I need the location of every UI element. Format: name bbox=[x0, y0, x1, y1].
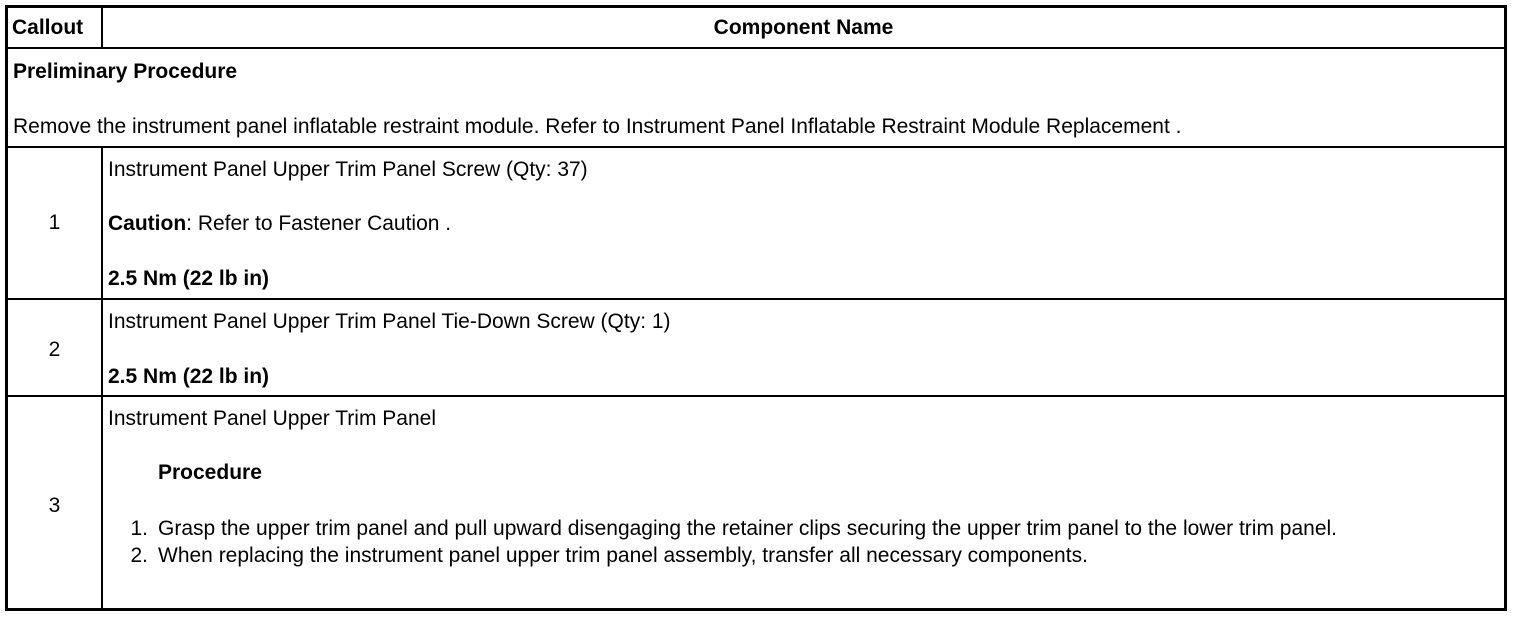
row-1-name: Instrument Panel Upper Trim Panel Screw (Qty: 37) bbox=[108, 158, 588, 181]
step-text: When replacing the instrument panel upper trim panel assembly, transfer all necessary components. bbox=[158, 544, 1088, 567]
callout-1: 1 bbox=[48, 211, 61, 234]
preliminary-text: Remove the instrument panel inflatable restraint module. Refer to Instrument Panel Inflatable Restraint Module Replacement . bbox=[13, 115, 1182, 138]
callout-header: Callout bbox=[12, 16, 84, 39]
callout-3: 3 bbox=[48, 494, 61, 517]
row-2-divider bbox=[8, 395, 1504, 397]
row-1-divider bbox=[8, 298, 1504, 300]
preliminary-title: Preliminary Procedure bbox=[13, 60, 238, 83]
rows-column-divider bbox=[101, 146, 103, 611]
procedure-step bbox=[108, 515, 1498, 542]
procedure-title: Procedure bbox=[158, 461, 262, 484]
step-text: Grasp the upper trim panel and pull upward disengaging the retainer clips securing the upper trim panel to the lower trim panel. bbox=[158, 517, 1337, 540]
row-1-caution bbox=[108, 212, 451, 236]
procedure-steps bbox=[108, 515, 1498, 569]
row-2-torque: 2.5 Nm (22 lb in) bbox=[108, 365, 270, 388]
row-2-name: Instrument Panel Upper Trim Panel Tie-Down Screw (Qty: 1) bbox=[108, 310, 671, 333]
step-number: 1. bbox=[130, 517, 148, 540]
preliminary-divider bbox=[8, 146, 1504, 148]
row-3-name: Instrument Panel Upper Trim Panel bbox=[108, 407, 436, 430]
row-1-torque: 2.5 Nm (22 lb in) bbox=[108, 267, 270, 290]
procedure-step bbox=[108, 542, 1498, 569]
caution-label: Caution bbox=[108, 212, 187, 235]
caution-text: : Refer to Fastener Caution . bbox=[186, 212, 452, 235]
component-table bbox=[5, 5, 1507, 611]
header-divider bbox=[8, 47, 1504, 49]
callout-2: 2 bbox=[48, 338, 61, 361]
component-name-header: Component Name bbox=[713, 16, 894, 39]
step-number: 2. bbox=[130, 544, 148, 567]
